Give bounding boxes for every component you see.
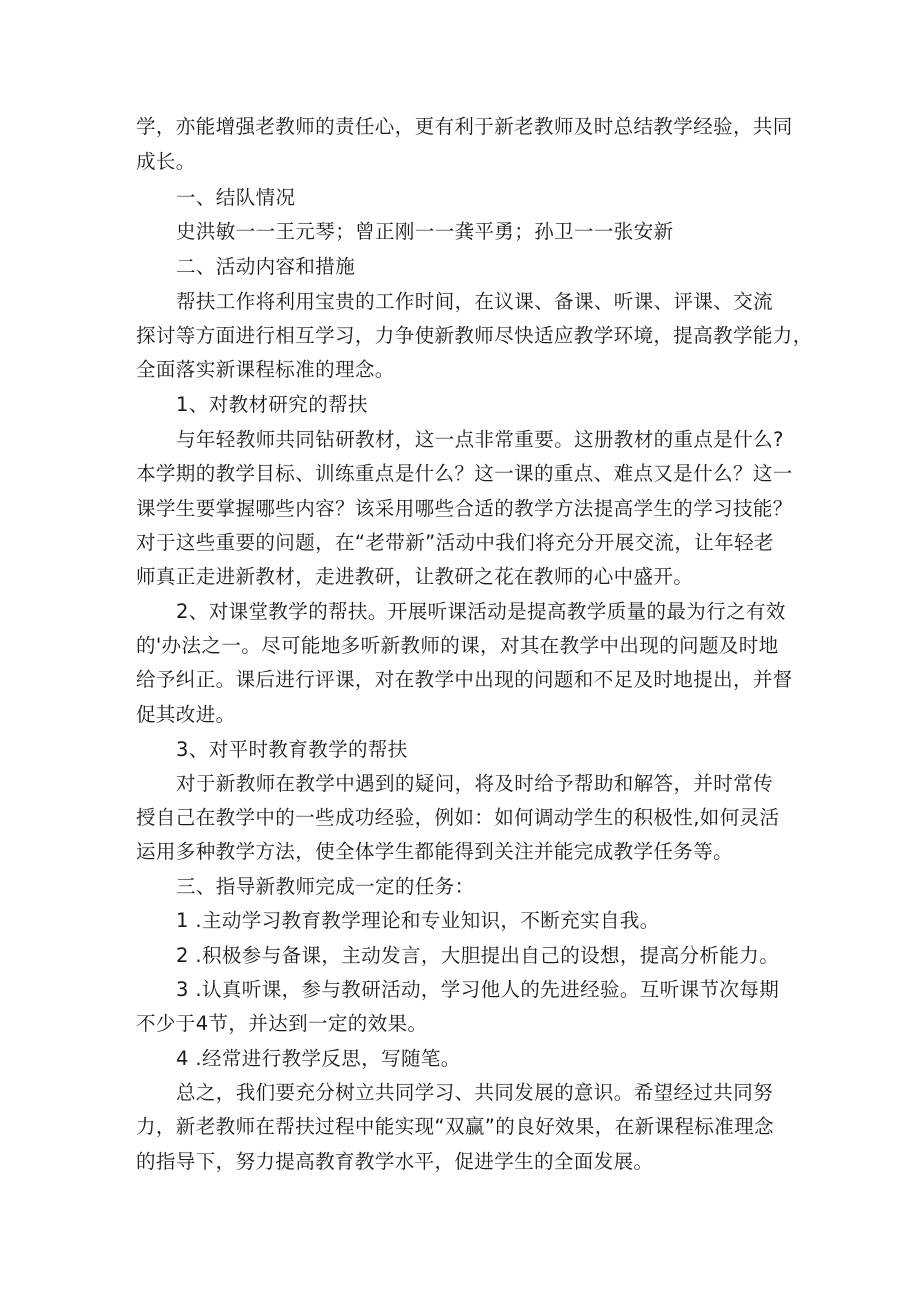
subsection-heading: 3、对平时教育教学的帮扶: [176, 738, 408, 761]
subsection-heading: 1、对教材研究的帮扶: [176, 393, 368, 416]
paragraph-line: 的'办法之一。尽可能地多听新教师的课，对其在教学中出现的问题及时地: [136, 634, 779, 657]
paragraph-line: 促其改进。: [136, 703, 236, 726]
section-heading: 一、结队情况: [176, 186, 296, 209]
paragraph-line: 师真正走进新教材，走进教研，让教研之花在教师的心中盛开。: [136, 565, 694, 588]
paragraph-line: 总之，我们要充分树立共同学习、共同发展的意识。希望经过共同努: [176, 1081, 774, 1104]
paragraph-line: 全面落实新课程标准的理念。: [136, 358, 395, 381]
paragraph-line: 与年轻教师共同钻研教材，这一点非常重要。这册教材的重点是什么?: [176, 428, 784, 451]
paragraph-line: 课学生要掌握哪些内容？该采用哪些合适的教学方法提高学生的学习技能？: [136, 497, 793, 520]
paragraph-line: 给予纠正。课后进行评课，对在教学中出现的问题和不足及时地提出，并督: [136, 668, 793, 691]
list-item: 1 .主动学习教育教学理论和专业知识，不断充实自我。: [176, 909, 660, 932]
list-item: 3 .认真听课，参与教研活动，学习他人的先进经验。互听课节次每期: [176, 978, 780, 1001]
paragraph-line: 2、对课堂教学的帮扶。开展听课活动是提高教学质量的最为行之有效: [176, 600, 786, 623]
paragraph-line: 帮扶工作将利用宝贵的工作时间，在议课、备课、听课、评课、交流: [176, 290, 774, 313]
section-heading: 二、活动内容和措施: [176, 255, 356, 278]
section-heading: 三、指导新教师完成一定的任务：: [176, 875, 475, 898]
paragraph-line: 运用多种教学方法，使全体学生都能得到关注并能完成教学任务等。: [136, 840, 734, 863]
paragraph-line: 对于这些重要的问题，在“老带新”活动中我们将充分开展交流，让年轻老: [136, 531, 774, 554]
paragraph-line: 史洪敏一一王元琴；曾正刚一一龚平勇；孙卫一一张安新: [176, 220, 674, 243]
list-item-continued: 不少于4节，并达到一定的效果。: [136, 1012, 428, 1035]
list-item: 2 .积极参与备课，主动发言，大胆提出自己的设想，提高分析能力。: [176, 944, 780, 967]
paragraph-line: 对于新教师在教学中遇到的疑问，将及时给予帮助和解答，并时常传: [176, 772, 774, 795]
paragraph-line: 学，亦能增强老教师的责任心，更有利于新老教师及时总结教学经验，共同: [136, 115, 793, 138]
paragraph-line: 的指导下，努力提高教育教学水平，促进学生的全面发展。: [136, 1150, 654, 1173]
paragraph-line: 授自己在教学中的一些成功经验，例如：如何调动学生的积极性,如何灵活: [136, 806, 780, 829]
paragraph-line: 探讨等方面进行相互学习，力争使新教师尽快适应教学环境，提高教学能力，: [136, 324, 813, 347]
list-item: 4 .经常进行教学反思，写随笔。: [176, 1047, 461, 1070]
paragraph-line: 力，新老教师在帮扶过程中能实现“双赢”的良好效果，在新课程标准理念: [136, 1115, 774, 1138]
paragraph-line: 本学期的教学目标、训练重点是什么？这一课的重点、难点又是什么？这一: [136, 462, 793, 485]
paragraph-line: 成长。: [136, 150, 196, 173]
